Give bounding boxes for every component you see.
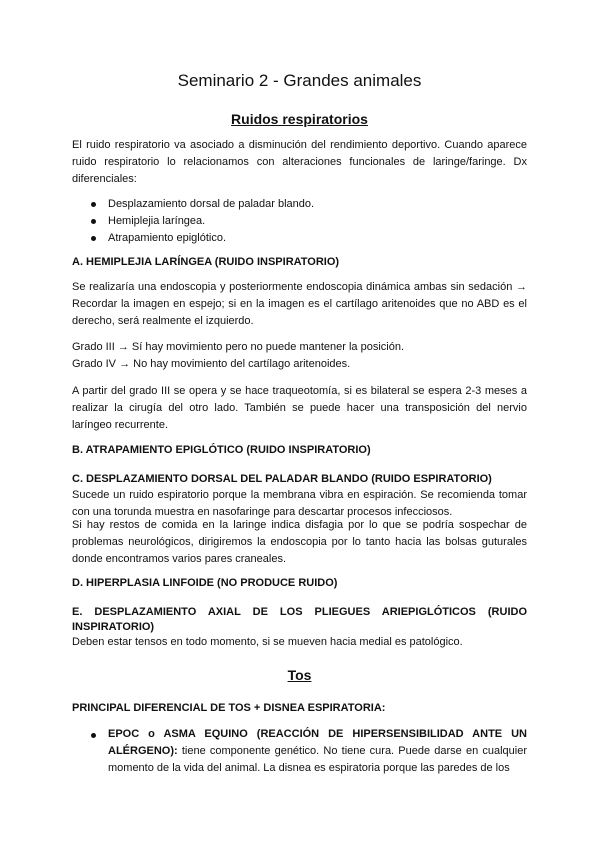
intro-paragraph: El ruido respiratorio va asociado a disminución del rendimiento deportivo. Cuando aparece ruido respiratorio lo relacionamos con alteraciones funcionales de laringe/faringe. Dx diferenciales: — [72, 139, 527, 185]
list-item-epoc — [72, 726, 527, 777]
bullet-icon — [91, 236, 96, 241]
heading-b: B. ATRAPAMIENTO EPIGLÓTICO (RUIDO INSPIRATORIO) — [72, 444, 371, 456]
grado-iii-line: Grado III → Sí hay movimiento pero no puede mantener la posición. — [72, 341, 405, 353]
epoc-bold-text: EPOC o ASMA EQUINO (REACCIÓN DE HIPERSENSIBILIDAD ANTE UN ALÉRGENO): — [108, 728, 527, 757]
paragraph-e1: Deben estar tensos en todo momento, si se mueven hacia medial es patológico. — [72, 636, 463, 648]
list-item: Desplazamiento dorsal de paladar blando. — [72, 196, 527, 213]
list-item: Hemiplejia laríngea. — [72, 213, 527, 230]
epoc-text: tiene componente genético. No tiene cura. Puede darse en cualquier momento de la vida del animal. La disnea es espiratoria porque las paredes de los — [108, 745, 527, 774]
heading-principal-diferencial: PRINCIPAL DIFERENCIAL DE TOS + DISNEA ESPIRATORIA: — [72, 702, 386, 714]
heading-a: A. HEMIPLEJIA LARÍNGEA (RUIDO INSPIRATORIO) — [72, 256, 340, 268]
paragraph-a1: Se realizaría una endoscopia y posteriormente endoscopia dinámica ambas sin sedación → Recordar la imagen en espejo; si en la imagen es el cartílago aritenoides que no ABD es el derecho, será realmente el izquierdo. — [72, 281, 527, 327]
bullet-icon — [91, 219, 96, 224]
bullet-icon — [91, 733, 96, 738]
heading-d: D. HIPERPLASIA LINFOIDE (NO PRODUCE RUIDO) — [72, 577, 338, 589]
section-title-tos: Tos — [287, 667, 312, 683]
paragraph-c2: Si hay restos de comida en la laringe indica disfagia por lo que se podría sospechar de problemas neurológicos, dirigiremos la endoscopia por lo tanto hacia las bolsas guturales donde encontramos varios pares craneales. — [72, 519, 527, 565]
heading-e-line2: INSPIRATORIO) — [72, 621, 155, 633]
heading-c: C. DESPLAZAMIENTO DORSAL DEL PALADAR BLANDO (RUIDO ESPIRATORIO) — [72, 473, 492, 485]
section-title-ruidos: Ruidos respiratorios — [231, 111, 368, 127]
list-item: Atrapamiento epiglótico. — [72, 230, 527, 247]
heading-e-line1: E. DESPLAZAMIENTO AXIAL DE LOS PLIEGUES ARIEPIGLÓTICOS (RUIDO — [72, 606, 527, 618]
bullet-icon — [91, 202, 96, 207]
differential-list — [72, 196, 527, 247]
grado-iv-line: Grado IV → No hay movimiento del cartílago aritenoides. — [72, 358, 351, 370]
paragraph-c1: Sucede un ruido espiratorio porque la membrana vibra en espiración. Se recomienda tomar con una torunda muestra en nasofaringe para descartar procesos infecciosos. — [72, 489, 527, 518]
page-title: Seminario 2 - Grandes animales — [177, 71, 422, 90]
paragraph-a2: A partir del grado III se opera y se hace traqueotomía, si es bilateral se espera 2-3 meses a realizar la cirugía del otro lado. También se puede hacer una transposición del nervio laríngeo recurrente. — [72, 385, 527, 431]
